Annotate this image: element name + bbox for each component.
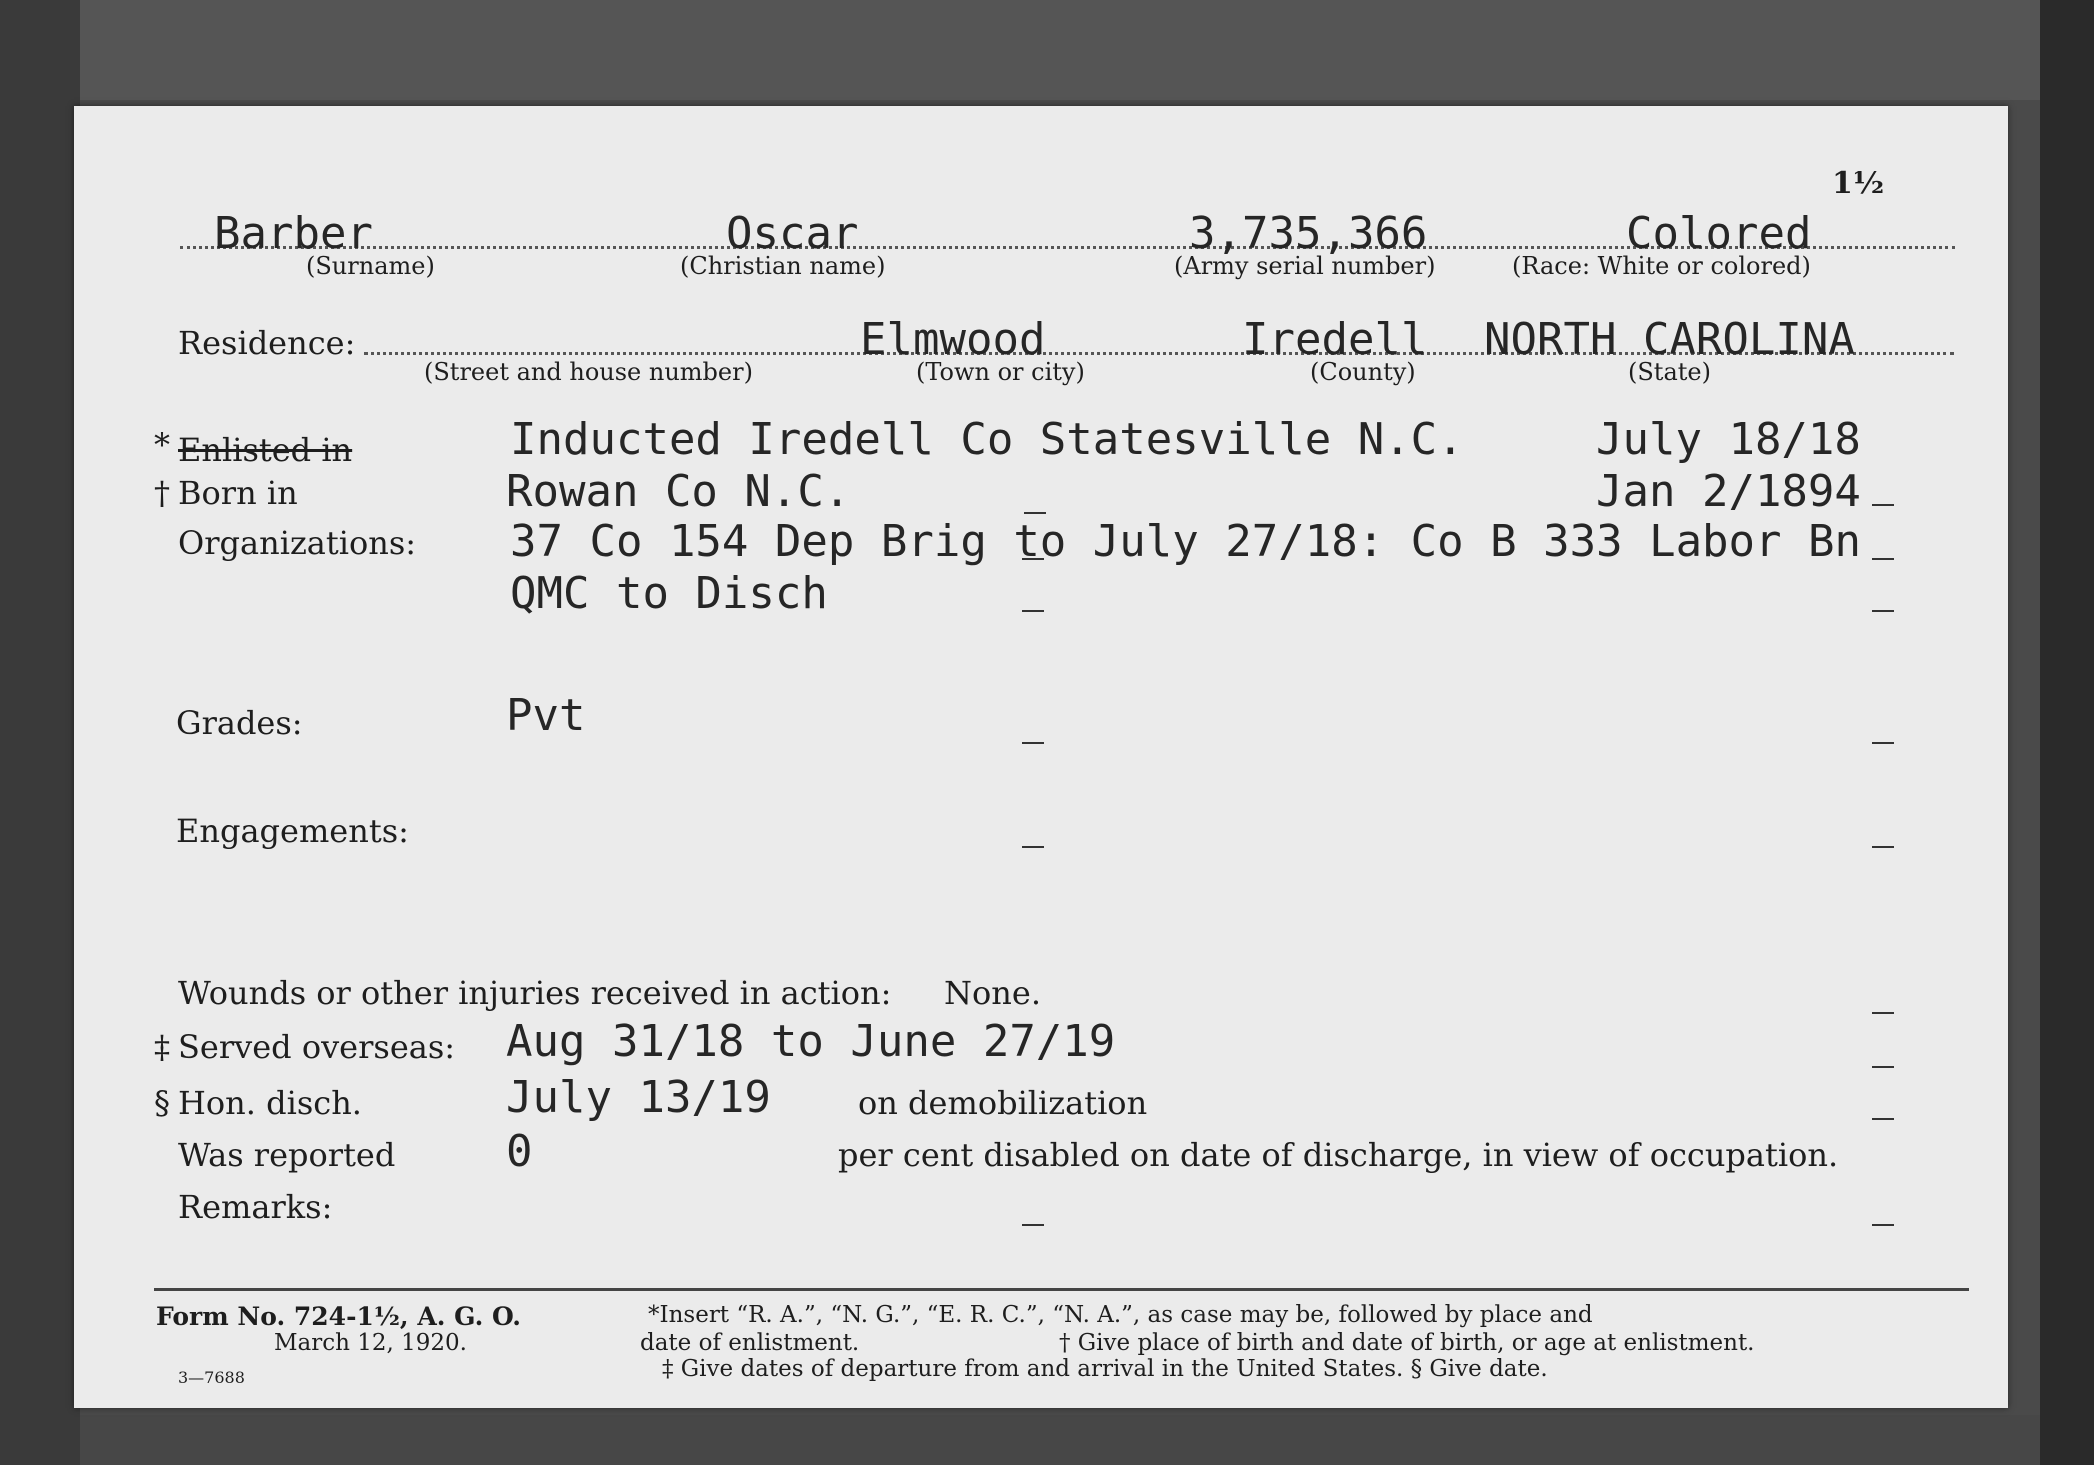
- margin-dash: [1872, 1118, 1894, 1120]
- discharge-mark: §: [154, 1084, 170, 1122]
- frame-right: [2040, 0, 2094, 1465]
- residence-town: Elmwood: [860, 314, 1046, 365]
- margin-dash: [1872, 504, 1894, 506]
- frame-bottom: [80, 1415, 2040, 1465]
- discharge-value: July 13/19: [506, 1072, 771, 1123]
- overseas-mark: ‡: [154, 1028, 170, 1066]
- margin-dash: [1022, 742, 1044, 744]
- margin-dash: [1872, 558, 1894, 560]
- margin-dash: [1872, 742, 1894, 744]
- remarks-label: Remarks:: [178, 1188, 333, 1226]
- reported-value: 0: [506, 1126, 533, 1177]
- margin-dash: [1022, 610, 1044, 612]
- overseas-value: Aug 31/18 to June 27/19: [506, 1016, 1116, 1067]
- form-number: Form No. 724-1½, A. G. O.: [156, 1302, 522, 1331]
- frame-left: [0, 0, 80, 1465]
- engagements-label: Engagements:: [176, 812, 409, 850]
- caption-street: (Street and house number): [424, 358, 753, 386]
- discharge-note: on demobilization: [858, 1084, 1148, 1122]
- footnote-2b: † Give place of birth and date of birth, or age at enlistment.: [1059, 1330, 1755, 1356]
- reported-label: Was reported: [178, 1136, 396, 1174]
- surname-value: Barber: [214, 208, 373, 259]
- residence-state: NORTH CAROLINA: [1484, 314, 1855, 365]
- margin-dash: [1024, 512, 1046, 514]
- born-mark: †: [154, 474, 170, 512]
- organizations-line-1: 37 Co 154 Dep Brig to July 27/18: Co B 333 Labor Bn: [510, 516, 1862, 567]
- margin-dash: [1872, 1224, 1894, 1226]
- page-number: 1½: [1832, 166, 1885, 201]
- caption-county: (County): [1310, 358, 1416, 386]
- residence-label: Residence:: [178, 324, 356, 362]
- overseas-label: Served overseas:: [178, 1028, 456, 1066]
- footnote-2a: date of enlistment.: [640, 1330, 860, 1356]
- grades-value: Pvt: [506, 690, 586, 741]
- margin-dash: [1872, 1066, 1894, 1068]
- footer-rule: [154, 1288, 1969, 1291]
- form-code: 3—7688: [178, 1368, 245, 1387]
- christian-name-value: Oscar: [726, 208, 859, 259]
- born-date: Jan 2/1894: [1596, 466, 1861, 517]
- enlisted-label: Enlisted in: [178, 431, 353, 469]
- footnote-3: ‡ Give dates of departure from and arrival in the United States. § Give date.: [662, 1356, 1548, 1382]
- caption-town: (Town or city): [916, 358, 1085, 386]
- organizations-label: Organizations:: [178, 524, 417, 562]
- wounds-label: Wounds or other injuries received in action:: [178, 974, 892, 1012]
- discharge-label: Hon. disch.: [178, 1084, 362, 1122]
- wounds-value: None.: [944, 974, 1041, 1012]
- footnote-1: *Insert “R. A.”, “N. G.”, “E. R. C.”, “N. A.”, as case may be, followed by place and: [648, 1302, 1593, 1328]
- caption-state: (State): [1628, 358, 1711, 386]
- record-card: [74, 106, 2008, 1408]
- born-value: Rowan Co N.C.: [506, 466, 851, 517]
- caption-surname: (Surname): [306, 252, 435, 280]
- race-value: Colored: [1626, 208, 1812, 259]
- form-date: March 12, 1920.: [274, 1330, 467, 1356]
- frame-top: [80, 0, 2040, 100]
- enlisted-mark: *: [154, 426, 170, 464]
- reported-text: per cent disabled on date of discharge, in view of occupation.: [838, 1136, 1839, 1174]
- caption-serial-number: (Army serial number): [1174, 252, 1436, 280]
- born-label: Born in: [178, 474, 298, 512]
- margin-dash: [1022, 846, 1044, 848]
- margin-dash: [1022, 1224, 1044, 1226]
- caption-christian-name: (Christian name): [680, 252, 886, 280]
- organizations-line-2: QMC to Disch: [510, 568, 828, 619]
- serial-number-value: 3,735,366: [1189, 208, 1428, 259]
- caption-race: (Race: White or colored): [1512, 252, 1811, 280]
- margin-dash: [1872, 1012, 1894, 1014]
- residence-county: Iredell: [1242, 314, 1428, 365]
- enlisted-date: July 18/18: [1596, 414, 1861, 465]
- grades-label: Grades:: [176, 704, 303, 742]
- margin-dash: [1872, 610, 1894, 612]
- margin-dash: [1022, 558, 1044, 560]
- margin-dash: [1872, 846, 1894, 848]
- enlisted-value: Inducted Iredell Co Statesville N.C.: [510, 414, 1464, 465]
